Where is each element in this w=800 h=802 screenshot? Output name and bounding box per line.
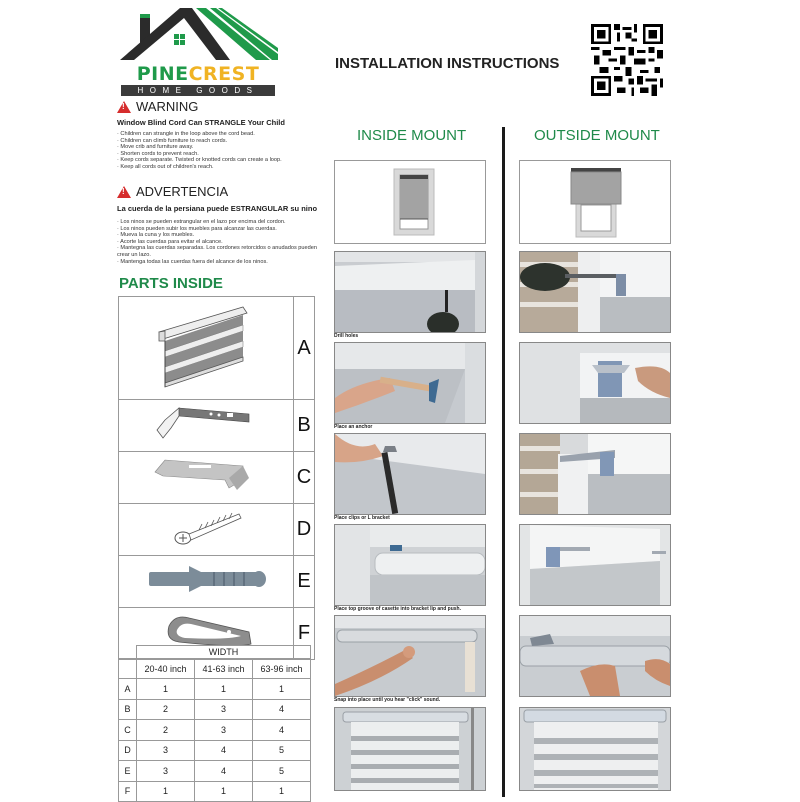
outside-step-2-photo bbox=[519, 342, 671, 424]
quantity-cell: 2 bbox=[137, 699, 195, 720]
quantity-cell: 4 bbox=[253, 699, 311, 720]
warning-item: · Children can climb furniture to reach cords. bbox=[117, 138, 317, 145]
quantity-cell: 1 bbox=[253, 781, 311, 802]
quantity-cell: 1 bbox=[253, 679, 311, 700]
brand-name-pine: PINE bbox=[136, 63, 189, 85]
advertencia-item: · Mantenga todas las cuerdas fuera del alcance de los ninos. bbox=[117, 259, 317, 266]
drill-photo-icon bbox=[335, 252, 485, 332]
table-corner bbox=[119, 646, 137, 659]
table-row bbox=[119, 679, 311, 700]
part-row bbox=[119, 556, 315, 608]
part-image-cell bbox=[119, 556, 294, 608]
outside-step-6-photo bbox=[519, 707, 671, 791]
part-label: B bbox=[294, 400, 315, 452]
advertencia-heading bbox=[117, 184, 228, 199]
outside-step-1-photo bbox=[519, 251, 671, 333]
outside-step-5-photo bbox=[519, 615, 671, 697]
part-image-cell bbox=[119, 504, 294, 556]
quantity-cell: 1 bbox=[195, 781, 253, 802]
table-row bbox=[119, 740, 311, 761]
advertencia-item: · Mantegna las cuerdas separadas. Los cordones retorcidos o anudados pueden crear un lazo. bbox=[117, 245, 317, 258]
screw-icon bbox=[119, 504, 293, 550]
row-label: A bbox=[119, 679, 137, 700]
table-corner-cell bbox=[119, 659, 137, 679]
wall-anchor-icon bbox=[119, 556, 293, 602]
parts-table bbox=[118, 296, 315, 660]
quantity-cell: 4 bbox=[195, 740, 253, 761]
part-image-cell bbox=[119, 400, 294, 452]
table-row bbox=[119, 720, 311, 741]
column-header: 20-40 inch bbox=[137, 659, 195, 679]
part-row bbox=[119, 452, 315, 504]
row-label: C bbox=[119, 720, 137, 741]
quantity-cell: 5 bbox=[253, 761, 311, 782]
part-label: F bbox=[294, 608, 315, 660]
row-label: F bbox=[119, 781, 137, 802]
quantity-cell: 3 bbox=[195, 699, 253, 720]
quantity-cell: 3 bbox=[137, 761, 195, 782]
outside-step-4-photo bbox=[519, 524, 671, 606]
warning-item: · Keep cords separate. Twisted or knotted cords can create a loop. bbox=[117, 157, 317, 164]
inside-step-3-photo bbox=[334, 433, 486, 515]
warning-list bbox=[117, 131, 317, 171]
warning-item: · Shorten cords to prevent reach. bbox=[117, 151, 317, 158]
quantity-cell: 1 bbox=[137, 781, 195, 802]
snap-cassette-photo-icon bbox=[335, 616, 485, 696]
quantity-cell: 1 bbox=[195, 679, 253, 700]
quantity-cell: 5 bbox=[253, 740, 311, 761]
inside-step-1-caption: Drill holes bbox=[334, 333, 359, 339]
quantity-cell: 3 bbox=[137, 740, 195, 761]
installed-blind-photo-icon bbox=[335, 708, 485, 790]
advertencia-item: · Mueva la cuna y los muebles. bbox=[117, 232, 317, 239]
quantity-cell: 2 bbox=[137, 720, 195, 741]
width-group-header: WIDTH bbox=[137, 646, 311, 659]
page-title: INSTALLATION INSTRUCTIONS bbox=[335, 55, 560, 72]
warning-subheading: Window Blind Cord Can STRANGLE Your Child bbox=[117, 118, 285, 127]
advertencia-item: · Los ninos pueden subir los muebles para alcanzar las cuerdas. bbox=[117, 226, 317, 233]
table-row bbox=[119, 761, 311, 782]
inside-step-2-photo bbox=[334, 342, 486, 424]
column-header: 63-96 inch bbox=[253, 659, 311, 679]
part-image-cell bbox=[119, 452, 294, 504]
column-divider bbox=[502, 127, 505, 797]
parts-title: PARTS INSIDE bbox=[119, 275, 223, 292]
advertencia-item: · Los ninos se pueden estrangular en el lazo por encima del cordon. bbox=[117, 219, 317, 226]
zebra-blind-cassette-icon bbox=[119, 297, 293, 394]
drill-wall-photo-icon bbox=[520, 252, 670, 332]
brand-logo bbox=[118, 4, 278, 96]
house-roof-icon bbox=[118, 4, 278, 66]
table-row bbox=[119, 699, 311, 720]
inside-step-6-photo bbox=[334, 707, 486, 791]
inside-step-5-photo bbox=[334, 615, 486, 697]
inside-step-1-photo bbox=[334, 251, 486, 333]
clip-bracket-icon bbox=[119, 452, 293, 498]
advertencia-list bbox=[117, 219, 317, 265]
brand-tagline: HOME GOODS bbox=[121, 85, 275, 96]
part-row bbox=[119, 504, 315, 556]
installed-blind-outside-photo-icon bbox=[520, 708, 670, 790]
column-header: 41-63 inch bbox=[195, 659, 253, 679]
part-label: C bbox=[294, 452, 315, 504]
inside-step-5-caption: Snap into place until you hear "click" sound. bbox=[334, 697, 441, 703]
advertencia-item: · Acorte las cuerdas para evitar el alcance. bbox=[117, 239, 317, 246]
warning-heading-text: WARNING bbox=[136, 99, 199, 114]
quantity-table bbox=[118, 645, 311, 802]
row-label: D bbox=[119, 740, 137, 761]
warning-item: · Move crib and furniture away. bbox=[117, 144, 317, 151]
screwdriver-photo-icon bbox=[335, 434, 485, 514]
inside-mount-title: INSIDE MOUNT bbox=[357, 127, 467, 144]
quantity-cell: 1 bbox=[137, 679, 195, 700]
cassette-photo-icon bbox=[335, 525, 485, 605]
brackets-aligned-photo-icon bbox=[520, 525, 670, 605]
bracket-mounted-photo-icon bbox=[520, 434, 670, 514]
outside-mount-title: OUTSIDE MOUNT bbox=[534, 127, 660, 144]
brand-name-crest: CREST bbox=[188, 63, 260, 85]
table-row bbox=[119, 781, 311, 802]
part-row bbox=[119, 400, 315, 452]
quantity-cell: 4 bbox=[253, 720, 311, 741]
qr-code-icon[interactable] bbox=[591, 24, 663, 96]
inside-mount-window-icon bbox=[335, 161, 485, 243]
part-label: E bbox=[294, 556, 315, 608]
quantity-cell: 3 bbox=[195, 720, 253, 741]
warning-heading bbox=[117, 99, 198, 114]
part-image-cell bbox=[119, 297, 294, 400]
inside-step-2-caption: Place an anchor bbox=[334, 424, 373, 430]
part-label: D bbox=[294, 504, 315, 556]
outside-step-3-photo bbox=[519, 433, 671, 515]
inside-mount-diagram bbox=[334, 160, 486, 244]
warning-triangle-icon bbox=[117, 186, 131, 198]
push-cassette-photo-icon bbox=[520, 616, 670, 696]
outside-mount-diagram bbox=[519, 160, 671, 244]
inside-step-3-caption: Place clips or L bracket bbox=[334, 515, 390, 521]
warning-item: · Keep all cords out of children's reach. bbox=[117, 164, 317, 171]
hammer-photo-icon bbox=[335, 343, 485, 423]
warning-triangle-icon bbox=[117, 101, 131, 113]
quantity-cell: 4 bbox=[195, 761, 253, 782]
advertencia-subheading: La cuerda de la persiana puede ESTRANGULAR su nino bbox=[117, 204, 318, 213]
warning-item: · Children can strangle in the loop above the cord bead. bbox=[117, 131, 317, 138]
row-label: E bbox=[119, 761, 137, 782]
bracket-screw-photo-icon bbox=[520, 343, 670, 423]
brand-name bbox=[118, 64, 278, 84]
row-label: B bbox=[119, 699, 137, 720]
part-row bbox=[119, 297, 315, 400]
l-bracket-icon bbox=[119, 400, 293, 446]
inside-step-4-photo bbox=[334, 524, 486, 606]
advertencia-heading-text: ADVERTENCIA bbox=[136, 184, 229, 199]
inside-step-4-caption: Place top groove of casette into bracket lip and push. bbox=[334, 606, 461, 612]
outside-mount-window-icon bbox=[520, 161, 670, 243]
part-label: A bbox=[294, 297, 315, 400]
